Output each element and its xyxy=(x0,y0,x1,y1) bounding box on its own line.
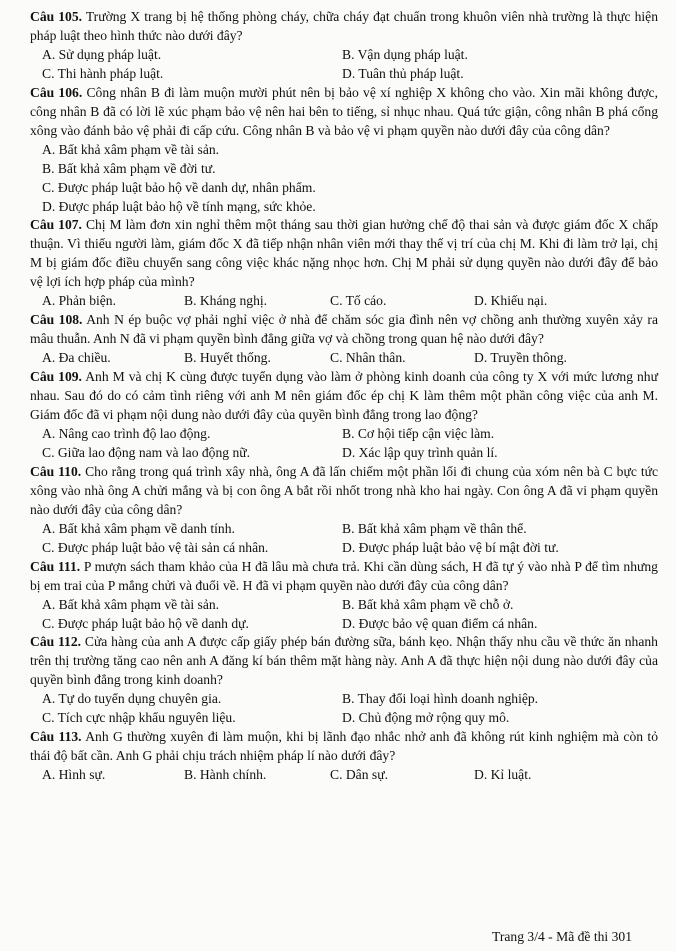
question-number: Câu 105. xyxy=(30,9,83,24)
answer-options xyxy=(42,141,658,217)
question-stem xyxy=(30,728,658,766)
answer-option: C. Dân sự. xyxy=(330,767,388,783)
question-text: Anh N ép buộc vợ phải nghỉ việc ở nhà để chăm sóc gia đình nên vợ chồng anh thường xuyên xảy ra mâu thuẫn. Anh N đã vi phạm quyền bình đẳng giữa vợ và chồng trong quan hệ nào dưới đây? xyxy=(30,312,658,347)
answer-option: D. Được bảo vệ quan điểm cá nhân. xyxy=(342,615,538,631)
question-text: Trường X trang bị hệ thống phòng cháy, chữa cháy đạt chuẩn trong khuôn viên nhà trường là thực hiện pháp luật theo hình thức nào dưới đây? xyxy=(30,9,658,43)
answer-options xyxy=(42,596,658,634)
answer-options xyxy=(42,425,658,463)
answer-option: B. Thay đổi loại hình doanh nghiệp. xyxy=(342,691,539,707)
page-footer: Trang 3/4 - Mã đề thi 301 xyxy=(492,929,632,945)
answer-option: B. Huyết thống. xyxy=(184,350,271,366)
question-block xyxy=(30,311,658,368)
answer-option: D. Kỉ luật. xyxy=(474,767,532,783)
answer-options xyxy=(42,690,658,728)
question-block xyxy=(30,728,658,785)
question-number: Câu 112. xyxy=(30,634,82,650)
question-stem xyxy=(30,8,658,46)
answer-option: C. Giữa lao động nam và lao động nữ. xyxy=(42,444,251,460)
question-number: Câu 109. xyxy=(30,369,82,385)
answer-option: D. Truyền thông. xyxy=(474,350,567,366)
question-text: Cho rằng trong quá trình xây nhà, ông A đã lấn chiếm một phần lối đi chung của xóm nên bà C bực tức xông vào nhà ông A chửi mắng và bị con ông A bắt rồi nhốt trong nhà kho hai ngày. Con ông A đã vi phạm quyền nào dưới đây của công dân? xyxy=(30,463,658,517)
answer-option: B. Bất khả xâm phạm về thân thể. xyxy=(342,520,527,536)
question-stem xyxy=(30,463,658,520)
answer-option: A. Hình sự. xyxy=(42,767,106,783)
answer-option: C. Tích cực nhập khẩu nguyên liệu. xyxy=(42,710,236,726)
answer-option: D. Tuân thủ pháp luật. xyxy=(342,65,464,81)
answer-options xyxy=(42,46,658,84)
answer-option: A. Nâng cao trình độ lao động. xyxy=(42,425,211,441)
answer-option: B. Bất khả xâm phạm về chỗ ở. xyxy=(342,596,514,612)
answer-option: C. Nhân thân. xyxy=(330,350,406,366)
answer-option: A. Đa chiều. xyxy=(42,350,111,366)
question-number: Câu 113. xyxy=(30,729,82,745)
answer-options xyxy=(42,766,658,785)
answer-option: D. Khiếu nại. xyxy=(474,293,548,309)
question-text: Cửa hàng của anh A được cấp giấy phép bán đường sữa, bánh kẹo. Nhận thấy nhu cầu về thức ăn nhanh trên thị trường tăng cao nên anh A đăng kí bán thêm mặt hàng này. Anh A đã thực hiện nội dung nào dưới đây của quyền bình đẳng trong kinh doanh? xyxy=(30,634,658,688)
answer-option: B. Vận dụng pháp luật. xyxy=(342,46,468,62)
question-number: Câu 107. xyxy=(30,217,82,233)
answer-option: C. Thi hành pháp luật. xyxy=(42,65,164,81)
answer-option: A. Tự do tuyển dụng chuyên gia. xyxy=(42,691,222,707)
answer-option: D. Xác lập quy trình quản lí. xyxy=(342,444,498,460)
question-stem xyxy=(30,368,658,425)
question-stem xyxy=(30,216,658,292)
answer-option: C. Được pháp luật bảo vệ tài sản cá nhân. xyxy=(42,539,269,555)
answer-option: A. Bất khả xâm phạm về danh tính. xyxy=(42,520,235,536)
question-block xyxy=(30,368,658,463)
question-block xyxy=(30,84,658,217)
answer-option: C. Được pháp luật bảo hộ về danh dự. xyxy=(42,615,249,631)
question-number: Câu 110. xyxy=(30,463,82,479)
question-number: Câu 111. xyxy=(30,558,81,574)
answer-option: B. Hành chính. xyxy=(184,767,267,783)
answer-option: D. Được pháp luật bảo vệ bí mật đời tư. xyxy=(342,539,559,555)
answer-option: D. Chủ động mở rộng quy mô. xyxy=(342,710,510,726)
answer-options xyxy=(42,349,658,368)
answer-option: A. Bất khả xâm phạm về tài sản. xyxy=(42,141,220,157)
answer-option: A. Sử dụng pháp luật. xyxy=(42,46,162,62)
question-stem xyxy=(30,633,658,690)
question-number: Câu 108. xyxy=(30,312,83,328)
answer-options xyxy=(42,520,658,558)
answer-option: C. Được pháp luật bảo hộ về danh dự, nhân phẩm. xyxy=(42,179,316,195)
question-block xyxy=(30,8,658,84)
answer-options xyxy=(42,292,658,311)
question-block xyxy=(30,558,658,634)
question-text: Anh M và chị K cùng được tuyển dụng vào làm ở phòng kinh doanh của công ty X với mức lương như nhau. Sau đó do có cảm tình riêng với anh M nên giám đốc ép chị K làm thêm một phần công việc của anh M. Giám đốc đã vi phạm nội dung nào dưới đây của quyền bình đẳng trong lao động? xyxy=(30,369,658,423)
answer-option: B. Bất khả xâm phạm về đời tư. xyxy=(42,160,216,176)
answer-option: B. Kháng nghị. xyxy=(184,293,268,309)
answer-option: D. Được pháp luật bảo hộ về tính mạng, sức khỏe. xyxy=(42,198,316,214)
answer-option: A. Phản biện. xyxy=(42,293,117,309)
question-text: Chị M làm đơn xin nghỉ thêm một tháng sau thời gian hưởng chế độ thai sản và được giám đốc X chấp thuận. Vì thiếu người làm, giám đốc X đã tiếp nhận nhân viên mới thay thế vị trí của chị M. Khi đi làm trở lại, chị M bị giám đốc điều chuyển sang công việc khác nặng nhọc hơn. Chị M phải sử dụng quyền nào dưới đây để bảo vệ lợi ích hợp pháp của mình? xyxy=(30,217,658,290)
question-stem xyxy=(30,558,658,596)
question-list xyxy=(30,8,658,785)
question-number: Câu 106. xyxy=(30,84,83,100)
answer-option: C. Tố cáo. xyxy=(330,293,387,309)
answer-option: B. Cơ hội tiếp cận việc làm. xyxy=(342,425,495,441)
question-block xyxy=(30,633,658,728)
question-text: P mượn sách tham khảo của H đã lâu mà chưa trả. Khi cần dùng sách, H đã tự ý vào nhà P để tìm nhưng bị em trai của P mắng chửi và đuổi về. H đã vi phạm quyền nào dưới đây của công dân? xyxy=(30,558,658,593)
answer-option: A. Bất khả xâm phạm về tài sản. xyxy=(42,596,220,612)
question-stem xyxy=(30,311,658,349)
question-text: Công nhân B đi làm muộn mười phút nên bị bảo vệ xí nghiệp X không cho vào. Xin mãi không được, công nhân B đã có lời lẽ xúc phạm bảo vệ nên hai bên to tiếng, sỉ nhục nhau. Quá tức giận, công nhân B phá cổng xông vào đánh bảo vệ phải đi cấp cứu. Công nhân B và bảo vệ vi phạm quyền nào dưới đây của công dân? xyxy=(30,84,658,138)
question-block xyxy=(30,216,658,311)
question-text: Anh G thường xuyên đi làm muộn, khi bị lãnh đạo nhắc nhở anh đã không rút kinh nghiệm mà còn tỏ thái độ bất cần. Anh G phải chịu trách nhiệm pháp lí nào dưới đây? xyxy=(30,729,658,764)
question-block xyxy=(30,463,658,558)
question-stem xyxy=(30,84,658,141)
